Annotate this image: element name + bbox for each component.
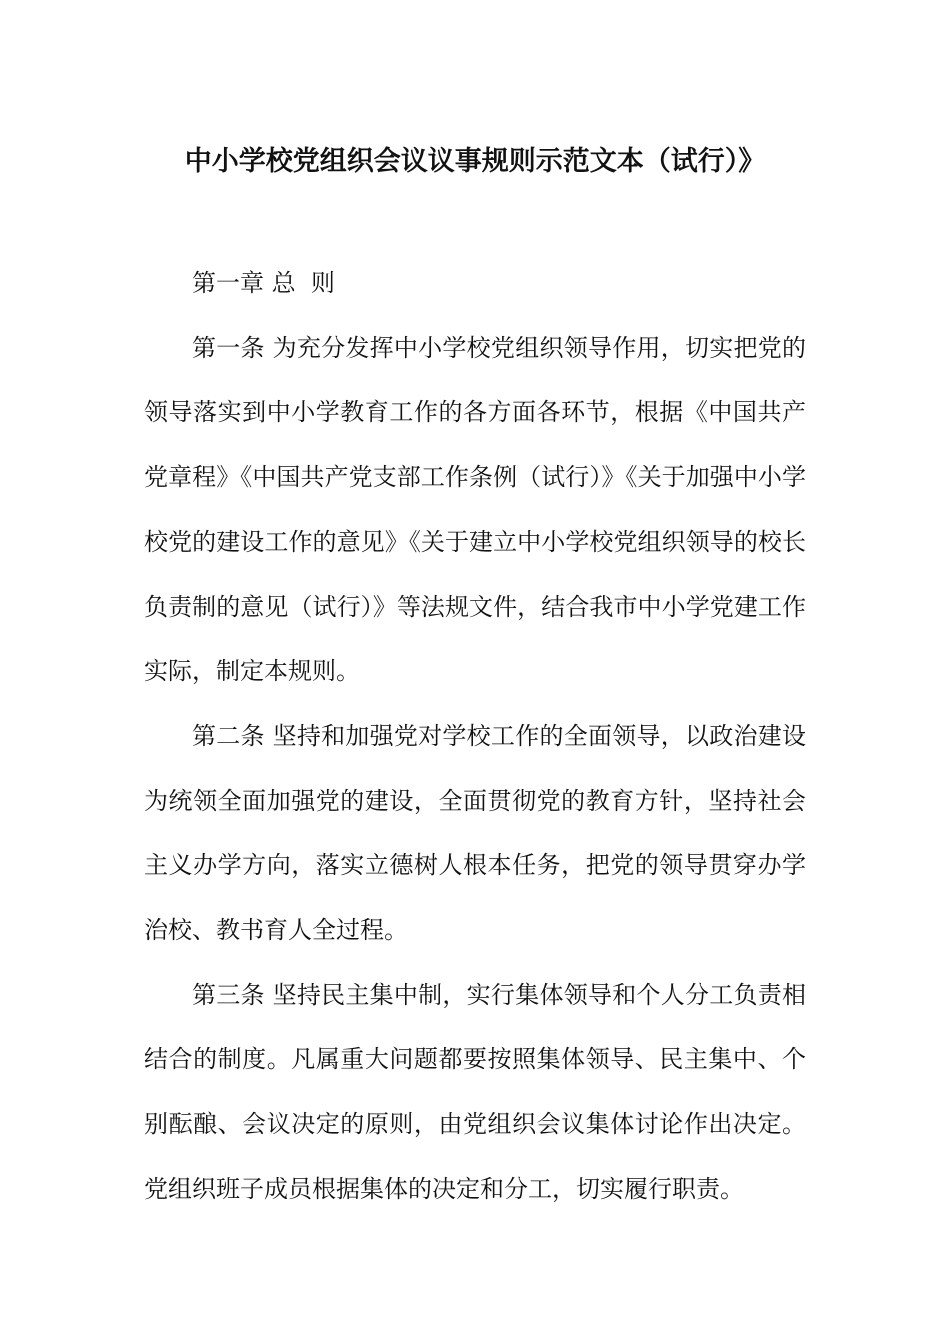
article-3: 第三条 坚持民主集中制，实行集体领导和个人分工负责相结合的制度。凡属重大问题都要按照集体领导、民主集中、个别酝酿、会议决定的原则，由党组织会议集体讨论作出决定。党组织班子成员根据集体的决定和分工，切实履行职责。 — [144, 980, 806, 1203]
chapter-heading: 第一章 总 则 — [192, 269, 335, 297]
article-1: 第一条 为充分发挥中小学校党组织领导作用，切实把党的领导落实到中小学教育工作的各方面各环节，根据《中国共产党章程》《中国共产党支部工作条例（试行）》《关于加强中小学校党的建设工作的意见》《关于建立中小学校党组织领导的校长负责制的意见（试行）》等法规文件，结合我市中小学党建工作实际，制定本规则。 — [144, 333, 806, 686]
article-2: 第二条 坚持和加强党对学校工作的全面领导，以政治建设为统领全面加强党的建设，全面贯彻党的教育方针，坚持社会主义办学方向，落实立德树人根本任务，把党的领导贯穿办学治校、教书育人全过程。 — [144, 721, 806, 945]
document-body — [144, 251, 806, 1222]
document-title: 中小学校党组织会议议事规则示范文本（试行）》 — [184, 146, 766, 177]
